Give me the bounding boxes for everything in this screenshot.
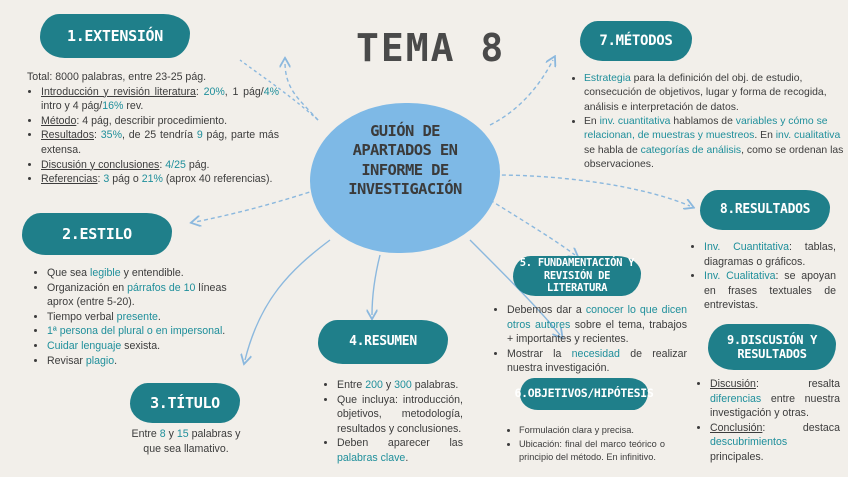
objetivos-content	[505, 424, 665, 465]
estilo-item: • Revisar plagio.	[47, 354, 253, 369]
resumen-item: • Entre 200 y 300 palabras.	[337, 378, 463, 393]
resultados-content	[690, 240, 836, 313]
metodos-content	[570, 72, 846, 173]
arrow-to-resumen	[372, 255, 380, 315]
extension-item: • Resultados: 35%, de 25 tendría 9 pág, parte más extensa.	[41, 128, 279, 157]
fundamentacion-item: • Mostrar la necesidad de realizar nuestra investigación.	[507, 347, 687, 376]
extension-item: • Introducción y revisión literatura: 20%, 1 pág/4% intro y 4 pág/16% rev.	[41, 85, 279, 114]
resumen-item: • Deben aparecer las palabras clave.	[337, 436, 463, 465]
discusion-content	[696, 377, 840, 465]
extension-item: • Referencias: 3 pág o 21% (aprox 40 referencias).	[41, 172, 279, 187]
resumen-item: • Que incluya: introducción, objetivos, metodología, resultados y conclusiones.	[337, 393, 463, 437]
arrow-to-estilo	[195, 190, 316, 222]
estilo-content	[33, 266, 253, 368]
arrow-to-resultados	[495, 175, 690, 206]
resumen-content	[323, 378, 463, 466]
objetivos-item: • Ubicación: final del marco teórico o principio del método. En infinitivo.	[519, 438, 665, 465]
discusion-header: 9.DISCUSIÓN Y RESULTADOS	[708, 324, 836, 370]
extension-item: • Método: 4 pág, describir procedimiento.	[41, 114, 279, 129]
estilo-item: • Organización en párrafos de 10 líneas aprox (entre 5-20).	[47, 281, 253, 310]
resultados-item: • Inv. Cuantitativa: tablas, diagramas o gráficos.	[704, 240, 836, 269]
extension-item: • Discusión y conclusiones: 4/25 pág.	[41, 158, 279, 173]
discusion-item: • Conclusión: destaca descubrimientos principales.	[710, 421, 840, 465]
estilo-item: • Cuidar lenguaje sexista.	[47, 339, 253, 354]
estilo-header: 2.ESTILO	[22, 213, 172, 255]
estilo-item: • Tiempo verbal presente.	[47, 310, 253, 325]
objetivos-item: • Formulación clara y precisa.	[519, 424, 665, 438]
fundamentacion-content	[493, 303, 687, 376]
estilo-item: • 1ª persona del plural o en impersonal.	[47, 324, 253, 339]
arrow-to-extension	[285, 62, 318, 120]
fundamentacion-header: 5. FUNDAMENTACIÓN Y REVISIÓN DE LITERATURA	[513, 256, 641, 296]
metodos-header: 7.MÉTODOS	[580, 21, 692, 61]
resultados-header: 8.RESULTADOS	[700, 190, 830, 230]
arrow-to-fundamentacion	[490, 200, 575, 255]
titulo-header: 3.TÍTULO	[130, 383, 240, 423]
fundamentacion-item: • Debemos dar a conocer lo que dicen otros autores sobre el tema, trabajos + importantes y recientes.	[507, 303, 687, 347]
estilo-item: • Que sea legible y entendible.	[47, 266, 253, 281]
titulo-content: Entre 8 y 15 palabras y que sea llamativo.	[131, 428, 241, 455]
center-title: GUIÓN DE APARTADOS EN INFORME DE INVESTIGACIÓN	[348, 122, 462, 199]
extension-content: Total: 8000 palabras, entre 23-25 pág. • Introducción y revisión literatura: 20%, 1 pág/4% intro y 4 pág/16% rev. • Método: 4 pág, describir procedimiento. • Resultados: 35%, de 25 tendría 9 pág, parte más extensa. • Discusión y conclusiones: 4/25 pág. • Referencias: 3 pág o 21% (aprox 40 referencias).	[27, 70, 279, 187]
resumen-header: 4.RESUMEN	[318, 320, 448, 364]
resultados-item: • Inv. Cualitativa: se apoyan en frases textuales de entrevistas.	[704, 269, 836, 313]
metodos-item: • En inv. cuantitativa hablamos de variables y cómo se relacionan, de muestras y muestreos. En inv. cualitativa se habla de categorías de análisis, como se ordenan las observaciones.	[584, 115, 846, 172]
metodos-item: • Estrategia para la definición del obj. de estudio, consecución de objetivos, lugar y forma de recogida, análisis e interpretación de datos.	[584, 72, 846, 115]
extension-header: 1.EXTENSIÓN	[40, 14, 190, 58]
objetivos-header: 6.OBJETIVOS/HIPÓTESIS	[520, 378, 648, 410]
discusion-item: • Discusión: resalta diferencias entre nuestra investigación y otras.	[710, 377, 840, 421]
page-title: TEMA 8	[356, 26, 506, 70]
